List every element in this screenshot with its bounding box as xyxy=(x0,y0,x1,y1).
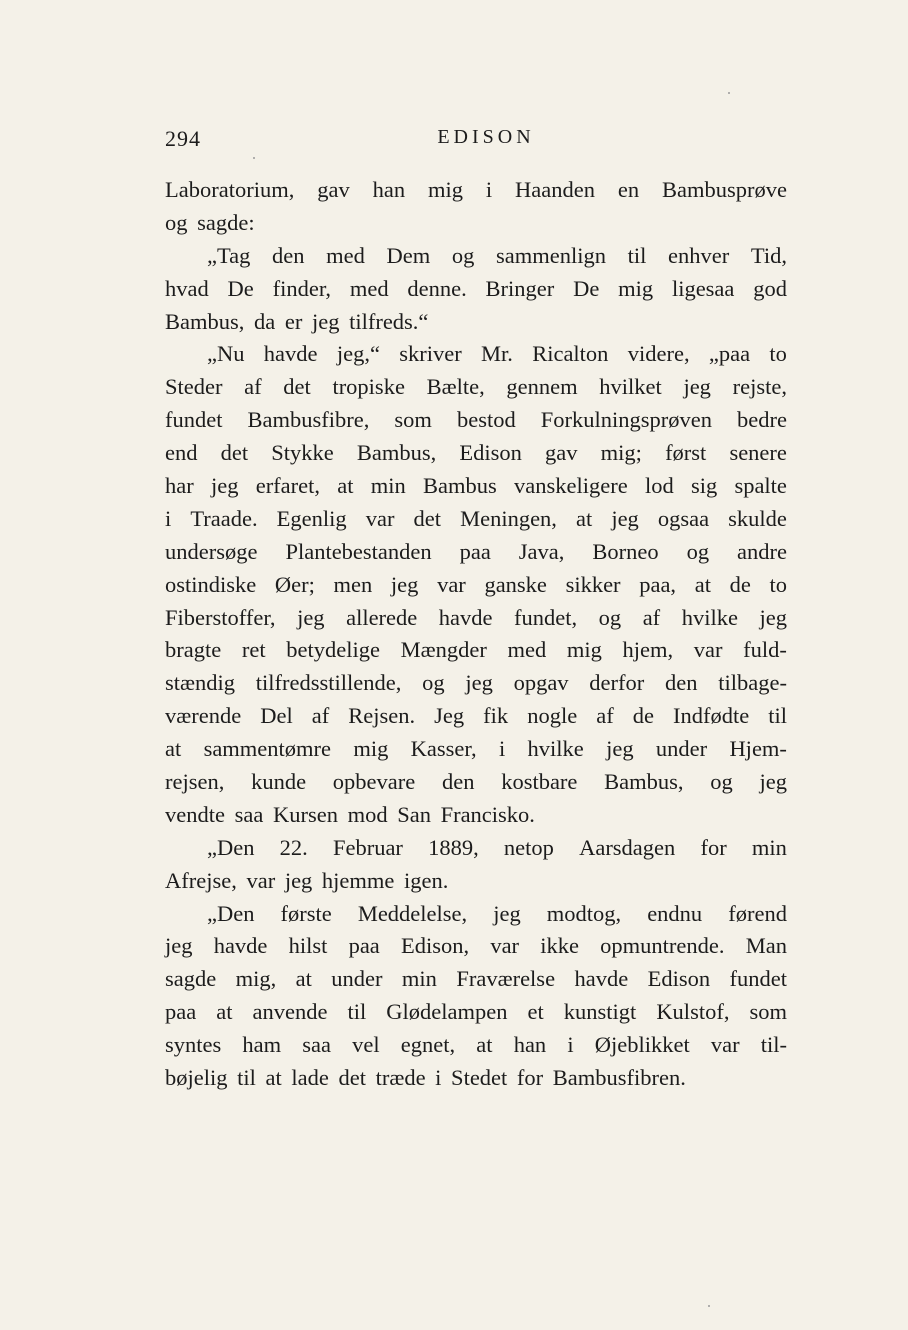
word: den xyxy=(665,670,698,696)
word: tilbage- xyxy=(718,670,787,696)
word: at xyxy=(295,966,312,992)
word: Mængder xyxy=(400,637,487,663)
text-line xyxy=(165,1062,787,1095)
page-header xyxy=(165,126,789,156)
word: den xyxy=(272,242,305,268)
word: ogsaa xyxy=(657,505,710,531)
word: jeg xyxy=(165,933,193,959)
word: spalte xyxy=(734,473,787,499)
word: fuld- xyxy=(743,637,787,663)
word: finder, xyxy=(272,275,332,301)
text-line xyxy=(165,799,787,832)
word: havde xyxy=(263,341,318,367)
word: Bringer xyxy=(485,275,555,301)
word: Kulstof, xyxy=(656,999,730,1025)
word: Ricalton xyxy=(532,341,609,367)
word: bestod xyxy=(456,407,516,433)
word: modtog, xyxy=(546,900,622,926)
word: jeg xyxy=(390,571,419,597)
word: var xyxy=(710,1032,740,1058)
word: min xyxy=(401,966,437,992)
word: ganske xyxy=(484,571,547,597)
text-line xyxy=(165,338,787,371)
word: anvende xyxy=(252,999,328,1025)
word: Bambus, xyxy=(356,440,437,466)
word: gav xyxy=(545,440,578,466)
word: var xyxy=(490,933,520,959)
word: to xyxy=(769,571,787,597)
word: mig, xyxy=(235,966,277,992)
word: første xyxy=(280,900,332,926)
word: var xyxy=(365,505,395,531)
text-line xyxy=(165,536,787,569)
word: syntes xyxy=(165,1032,222,1058)
line-text: vendte saa Kursen mod San Francisko. xyxy=(165,801,535,827)
word: kostbare xyxy=(501,769,578,795)
running-head: EDISON xyxy=(437,126,535,148)
word: af xyxy=(596,703,614,729)
word: at xyxy=(476,1032,493,1058)
word: under xyxy=(655,736,708,762)
word: han xyxy=(513,1032,547,1058)
word: har xyxy=(165,473,194,499)
word: tilfredsstillende, xyxy=(255,670,402,696)
word: Stykke xyxy=(271,440,334,466)
word: andre xyxy=(737,538,787,564)
word: bragte xyxy=(165,637,222,663)
word: mig xyxy=(353,736,389,762)
word: ligesaa xyxy=(671,275,735,301)
word: var xyxy=(693,637,723,663)
word: senere xyxy=(729,440,787,466)
word: kunde xyxy=(251,769,307,795)
text-line xyxy=(165,733,787,766)
word: til- xyxy=(760,1032,787,1058)
text-line xyxy=(165,996,787,1029)
word: med xyxy=(507,637,547,663)
word: Fiberstoffer, xyxy=(165,604,276,630)
word: „paa xyxy=(708,341,751,367)
word: vel xyxy=(352,1032,380,1058)
word: egnet, xyxy=(400,1032,456,1058)
word: Borneo xyxy=(592,538,659,564)
word: opmuntrende. xyxy=(600,933,725,959)
word: hvilke xyxy=(527,736,584,762)
word: 22. xyxy=(279,834,308,860)
word: 1889, xyxy=(428,834,479,860)
word: havde xyxy=(438,604,493,630)
word: gennem xyxy=(506,374,578,400)
word: den xyxy=(441,769,475,795)
word: at xyxy=(576,505,593,531)
word: men xyxy=(333,571,373,597)
word: Haanden xyxy=(515,177,595,202)
word: det xyxy=(413,505,442,531)
word: det xyxy=(283,374,311,400)
word: Meningen, xyxy=(460,505,557,531)
word: jeg,“ xyxy=(336,341,380,367)
word: sagde xyxy=(165,966,217,992)
word: hvilket xyxy=(599,374,662,400)
word: med xyxy=(326,242,365,268)
word: havde xyxy=(213,933,268,959)
word: at xyxy=(216,999,233,1025)
word: stændig xyxy=(165,670,236,696)
word: de xyxy=(632,703,654,729)
word: Laboratorium, xyxy=(165,177,295,202)
word: førend xyxy=(728,900,787,926)
word: endnu xyxy=(647,900,703,926)
text-line xyxy=(165,306,787,339)
word: hvad xyxy=(165,275,209,301)
text-line xyxy=(165,174,787,207)
word: derfor xyxy=(589,670,645,696)
word: enhver xyxy=(668,242,730,268)
word: at xyxy=(337,473,354,499)
word: jeg xyxy=(759,769,787,795)
text-line xyxy=(165,273,787,306)
word: han xyxy=(372,177,406,202)
word: hvilke xyxy=(681,604,738,630)
word: Februar xyxy=(332,834,403,860)
word: min xyxy=(751,834,787,860)
word: i xyxy=(165,505,172,531)
word: Øer; xyxy=(274,571,315,597)
word: Forkulningsprøven xyxy=(540,407,712,433)
word: Edison xyxy=(459,440,522,466)
word: opbevare xyxy=(332,769,416,795)
word: som xyxy=(749,999,787,1025)
word: i xyxy=(485,177,493,202)
word: en xyxy=(617,177,640,202)
word: som xyxy=(394,407,432,433)
word: netop xyxy=(503,834,554,860)
line-text: og sagde: xyxy=(165,209,255,235)
word: Bambus xyxy=(423,473,497,499)
word: jeg xyxy=(297,604,325,630)
word: Man xyxy=(745,933,787,959)
paper-speck xyxy=(728,92,730,94)
word: Del xyxy=(260,703,293,729)
word: til xyxy=(627,242,647,268)
text-line xyxy=(165,766,787,799)
word: paa, xyxy=(639,571,677,597)
text-line xyxy=(165,865,787,898)
word: at xyxy=(694,571,711,597)
text-line xyxy=(165,602,787,635)
word: ret xyxy=(241,637,266,663)
word: min xyxy=(370,473,406,499)
word: „Nu xyxy=(207,341,245,367)
text-line xyxy=(165,963,787,996)
word: paa xyxy=(165,999,197,1025)
word: paa xyxy=(348,933,380,959)
word: kunstigt xyxy=(563,999,637,1025)
word: mig xyxy=(427,177,463,202)
word: skriver xyxy=(399,341,462,367)
word: videre, xyxy=(627,341,690,367)
word: Tid, xyxy=(750,242,787,268)
word: hjem, xyxy=(622,637,674,663)
page-number: 294 xyxy=(165,126,201,151)
word: Traade. xyxy=(190,505,258,531)
word: opgav xyxy=(513,670,569,696)
word: mig xyxy=(566,637,602,663)
word: og xyxy=(422,670,445,696)
paper-speck xyxy=(253,157,255,159)
word: Dem xyxy=(386,242,431,268)
word: i xyxy=(498,736,506,762)
word: fik xyxy=(483,703,509,729)
word: et xyxy=(527,999,544,1025)
word: allerede xyxy=(346,604,418,630)
word: mig xyxy=(618,275,654,301)
word: Aarsdagen xyxy=(579,834,676,860)
text-line xyxy=(165,898,787,931)
word: Rejsen. xyxy=(348,703,416,729)
word: Fraværelse xyxy=(456,966,556,992)
word: Bambusfibre, xyxy=(247,407,370,433)
word: tropiske xyxy=(332,374,405,400)
word: rejsen, xyxy=(165,769,225,795)
word: jeg xyxy=(210,473,239,499)
word: Hjem- xyxy=(729,736,787,762)
word: Indfødte xyxy=(672,703,750,729)
word: til xyxy=(768,703,787,729)
word: Bælte, xyxy=(426,374,485,400)
word: Steder xyxy=(165,374,223,400)
word: sikker xyxy=(565,571,621,597)
word: „Den xyxy=(207,834,255,860)
word: det xyxy=(220,440,249,466)
text-line xyxy=(165,700,787,733)
word: af xyxy=(311,703,330,729)
word: ostindiske xyxy=(165,571,257,597)
word: jeg xyxy=(493,900,521,926)
word: hilst xyxy=(288,933,328,959)
line-text: bøjelig til at lade det træde i Stedet for Bambusfibren. xyxy=(165,1065,686,1091)
word: paa xyxy=(459,538,491,564)
text-line xyxy=(165,634,787,667)
word: først xyxy=(665,440,707,466)
word: og xyxy=(710,769,733,795)
word: Mr. xyxy=(481,341,513,367)
word: vanskeligere xyxy=(514,473,628,499)
word: saa xyxy=(302,1032,332,1058)
word: De xyxy=(573,275,600,301)
text-line xyxy=(165,470,787,503)
text-line xyxy=(165,569,787,602)
text-line xyxy=(165,1029,787,1062)
word: Øjeblikket xyxy=(594,1032,690,1058)
word: end xyxy=(165,440,198,466)
word: nogle xyxy=(527,703,578,729)
word: sammenlign xyxy=(496,242,607,268)
word: fundet xyxy=(165,407,223,433)
word: denne. xyxy=(407,275,467,301)
word: og xyxy=(686,538,710,564)
word: „Den xyxy=(207,900,255,926)
word: skulde xyxy=(728,505,787,531)
paper-speck xyxy=(708,1305,710,1307)
word: De xyxy=(227,275,254,301)
word: fundet xyxy=(729,966,787,992)
word: havde xyxy=(574,966,629,992)
word: Jeg xyxy=(434,703,465,729)
word: af xyxy=(244,374,262,400)
word: undersøge xyxy=(165,538,258,564)
word: rejste, xyxy=(732,374,787,400)
word: for xyxy=(700,834,727,860)
text-line xyxy=(165,930,787,963)
text-line xyxy=(165,503,787,536)
word: sig xyxy=(690,473,718,499)
line-text: Afrejse, var jeg hjemme igen. xyxy=(165,867,449,893)
word: i xyxy=(567,1032,574,1058)
word: „Tag xyxy=(207,242,251,268)
word: Plantebestanden xyxy=(285,538,432,564)
word: jeg xyxy=(611,505,639,531)
word: med xyxy=(349,275,389,301)
word: erfaret, xyxy=(255,473,321,499)
word: fundet, xyxy=(514,604,578,630)
word: af xyxy=(642,604,661,630)
word: jeg xyxy=(465,670,493,696)
word: Kasser, xyxy=(410,736,477,762)
text-line xyxy=(165,437,787,470)
word: Meddelelse, xyxy=(357,900,468,926)
word: til xyxy=(347,999,367,1025)
word: god xyxy=(753,275,787,301)
text-line xyxy=(165,832,787,865)
word: Glødelampen xyxy=(386,999,508,1025)
word: var xyxy=(437,571,466,597)
word: og xyxy=(598,604,622,630)
word: jeg xyxy=(606,736,634,762)
word: mig; xyxy=(600,440,642,466)
word: to xyxy=(769,341,787,367)
text-line xyxy=(165,404,787,437)
word: Bambusprøve xyxy=(661,177,787,202)
text-line xyxy=(165,240,787,273)
word: gav xyxy=(317,177,350,202)
word: Java, xyxy=(518,538,565,564)
text-line xyxy=(165,371,787,404)
word: og xyxy=(451,242,475,268)
word: værende xyxy=(165,703,242,729)
word: betydelige xyxy=(286,637,380,663)
word: at xyxy=(165,736,182,762)
word: de xyxy=(729,571,751,597)
word: ham xyxy=(242,1032,282,1058)
line-text: Bambus, da er jeg tilfreds.“ xyxy=(165,308,429,334)
text-line xyxy=(165,667,787,700)
body-text xyxy=(165,174,787,1095)
word: lod xyxy=(644,473,674,499)
word: Edison xyxy=(647,966,711,992)
word: Edison, xyxy=(400,933,470,959)
word: bedre xyxy=(737,407,787,433)
word: Bambus, xyxy=(604,769,684,795)
word: jeg xyxy=(683,374,711,400)
word: under xyxy=(331,966,383,992)
word: sammentømre xyxy=(203,736,332,762)
text-line xyxy=(165,207,787,240)
word: Egenlig xyxy=(276,505,347,531)
word: jeg xyxy=(759,604,787,630)
word: ikke xyxy=(540,933,579,959)
